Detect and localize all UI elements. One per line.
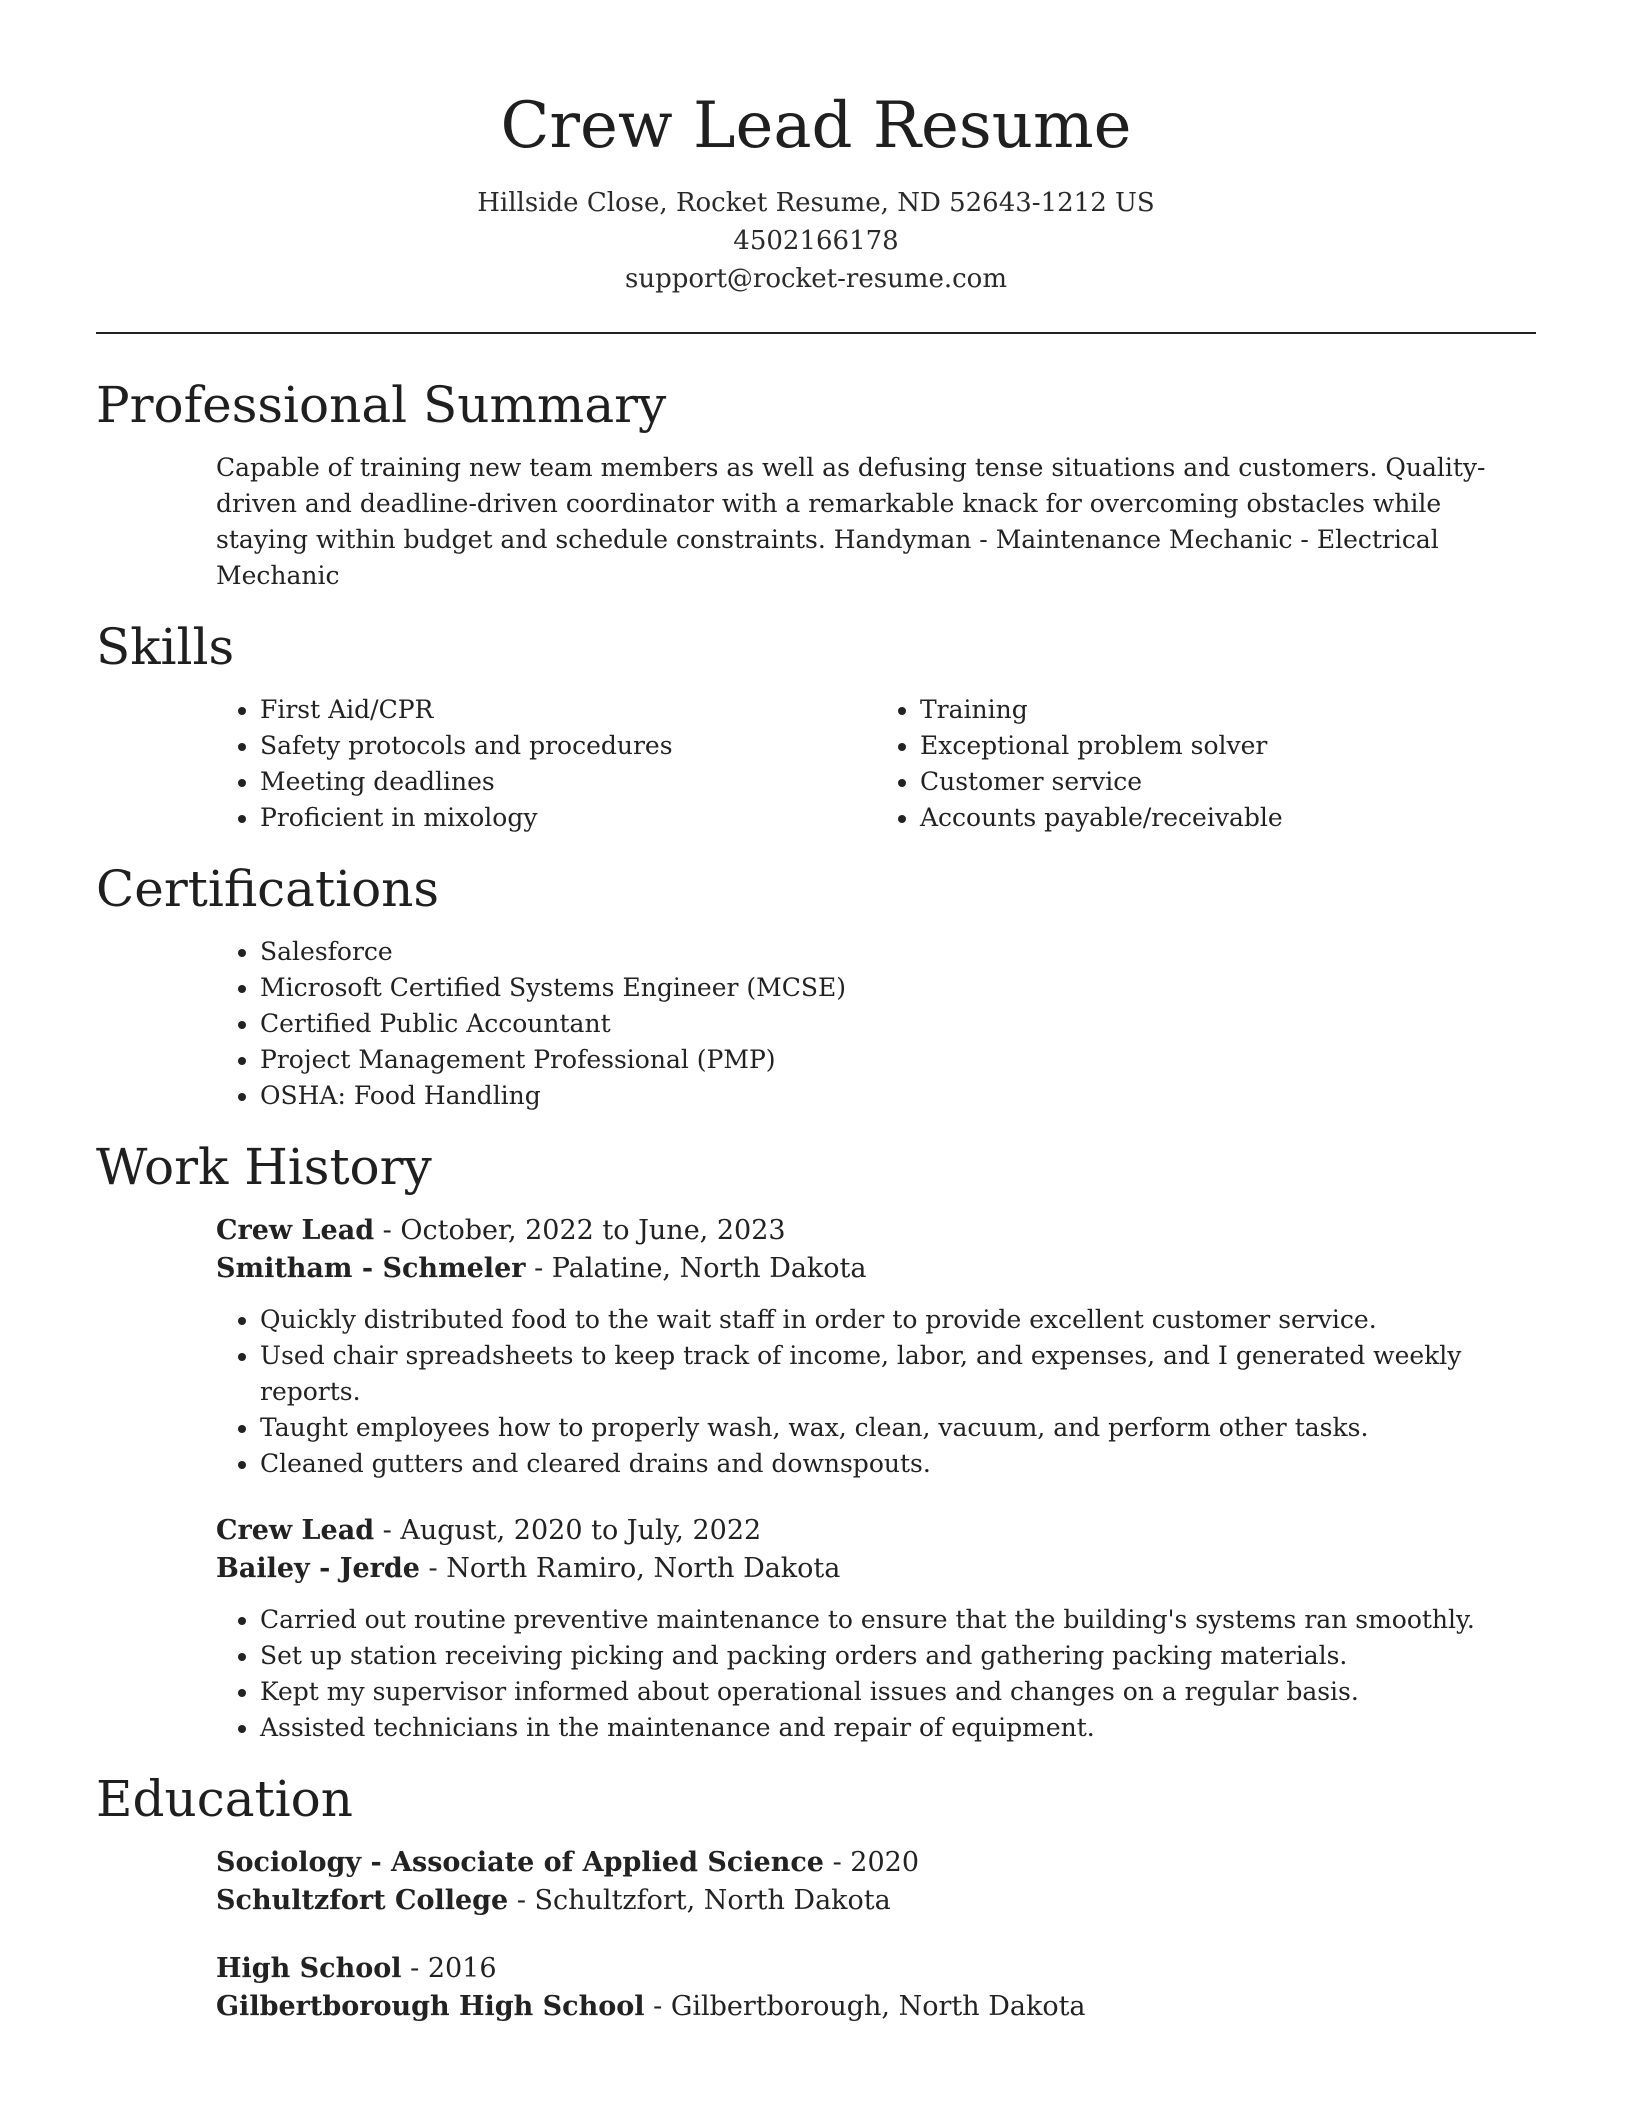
list-item: • First Aid/CPR <box>260 692 876 728</box>
school-line <box>216 1882 1536 1920</box>
list-item: • Set up station receiving picking and packing orders and gathering packing materials. <box>260 1638 1536 1674</box>
separator: - <box>374 1515 401 1546</box>
list-item: • Taught employees how to properly wash, wax, clean, vacuum, and perform other tasks. <box>260 1410 1536 1446</box>
list-item: • Project Management Professional (PMP) <box>260 1042 1536 1078</box>
contact-info <box>96 184 1536 298</box>
list-item: • Used chair spreadsheets to keep track of income, labor, and expenses, and I generated weekly reports. <box>260 1338 1536 1410</box>
skills-list-left <box>216 692 876 836</box>
address: Hillside Close, Rocket Resume, ND 52643-1212 US <box>477 188 1155 218</box>
certifications-section <box>96 858 1536 1114</box>
list-item: • Salesforce <box>260 934 1536 970</box>
summary-section <box>96 374 1536 594</box>
list-item: • OSHA: Food Handling <box>260 1078 1536 1114</box>
graduation-year: 2016 <box>427 1953 497 1984</box>
school-line <box>216 1988 1536 2026</box>
list-item: • Quickly distributed food to the wait staff in order to provide excellent customer service. <box>260 1302 1536 1338</box>
resume-header <box>96 0 1536 298</box>
section-title-certifications: Certifications <box>96 860 440 918</box>
list-item: • Accounts payable/receivable <box>920 800 1536 836</box>
certifications-body <box>216 934 1536 1114</box>
job-company-line <box>216 1550 1536 1588</box>
list-item: • Cleaned gutters and cleared drains and downspouts. <box>260 1446 1536 1482</box>
job-role: Crew Lead <box>216 1215 375 1246</box>
list-item: • Customer service <box>920 764 1536 800</box>
job-location: North Ramiro, North Dakota <box>446 1553 841 1584</box>
skills-section <box>96 616 1536 836</box>
job-company-line <box>216 1250 1536 1288</box>
section-title-education: Education <box>96 1770 353 1828</box>
list-item: • Kept my supervisor informed about operational issues and changes on a regular basis. <box>260 1674 1536 1710</box>
separator: - <box>401 1953 428 1984</box>
degree-line <box>216 1950 1536 1988</box>
list-item: • Microsoft Certified Systems Engineer (MCSE) <box>260 970 1536 1006</box>
separator: - <box>644 1991 671 2022</box>
list-item: • Exceptional problem solver <box>920 728 1536 764</box>
skills-grid <box>216 692 1536 836</box>
education-entry <box>216 1844 1536 1920</box>
separator: - <box>508 1885 535 1916</box>
certifications-list <box>216 934 1536 1114</box>
job-entry <box>216 1212 1536 1482</box>
email: support@rocket-resume.com <box>624 264 1007 294</box>
job-company: Smitham - Schmeler <box>216 1253 526 1284</box>
job-dates: August, 2020 to July, 2022 <box>400 1515 762 1546</box>
list-item: • Certified Public Accountant <box>260 1006 1536 1042</box>
job-title-line <box>216 1512 1536 1550</box>
section-title-skills: Skills <box>96 618 235 676</box>
list-item: • Safety protocols and procedures <box>260 728 876 764</box>
graduation-year: 2020 <box>850 1847 919 1878</box>
section-title-work-history: Work History <box>96 1138 432 1196</box>
job-title-line <box>216 1212 1536 1250</box>
education-entry <box>216 1950 1536 2026</box>
job-role: Crew Lead <box>216 1515 375 1546</box>
list-item: • Carried out routine preventive maintenance to ensure that the building's systems ran smoothly. <box>260 1602 1536 1638</box>
separator: - <box>823 1847 851 1878</box>
page-title: Crew Lead Resume <box>500 89 1132 163</box>
job-dates: October, 2022 to June, 2023 <box>400 1215 786 1246</box>
separator: - <box>419 1553 447 1584</box>
phone: 4502166178 <box>733 226 899 256</box>
separator: - <box>525 1253 552 1284</box>
skills-list-right <box>876 692 1536 836</box>
section-title-summary: Professional Summary <box>96 376 667 434</box>
separator: - <box>374 1215 401 1246</box>
degree-field: Sociology - Associate of Applied Science <box>216 1847 824 1878</box>
summary-text: Capable of training new team members as well as defusing tense situations and customers. Quality-driven and deadline-driven coordinator with a remarkable knack for overcoming obstacles while staying within budget and schedule constraints. Handyman - Maintenance Mechanic - Electrical Mechanic <box>216 453 1486 590</box>
work-history-section <box>96 1136 1536 1746</box>
school-location: Gilbertborough, North Dakota <box>670 1991 1086 2022</box>
header-divider <box>96 332 1536 334</box>
list-item: • Proficient in mixology <box>260 800 876 836</box>
job-duties-list <box>216 1302 1536 1482</box>
job-company: Bailey - Jerde <box>216 1553 420 1584</box>
school-name: Gilbertborough High School <box>216 1991 645 2022</box>
list-item: • Meeting deadlines <box>260 764 876 800</box>
school-location: Schultzfort, North Dakota <box>534 1885 891 1916</box>
job-duties-list <box>216 1602 1536 1746</box>
job-location: Palatine, North Dakota <box>551 1253 867 1284</box>
school-name: Schultzfort College <box>216 1885 509 1916</box>
list-item: • Training <box>920 692 1536 728</box>
list-item: • Assisted technicians in the maintenance and repair of equipment. <box>260 1710 1536 1746</box>
education-section <box>96 1768 1536 2026</box>
job-entry <box>216 1512 1536 1746</box>
degree-field: High School <box>216 1953 402 1984</box>
degree-line <box>216 1844 1536 1882</box>
